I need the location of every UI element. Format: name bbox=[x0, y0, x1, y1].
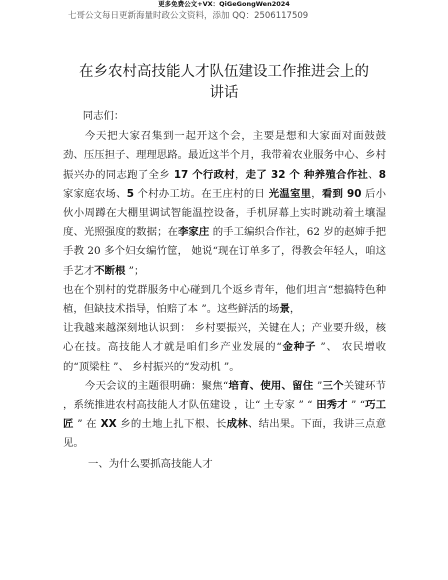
document-body bbox=[63, 107, 386, 474]
p3-text-1: 让我越来越深刻地认识到： 乡村要振兴，关键在人；产业要升级，核心在技。高技能人才就是咱们乡产业发展的“ bbox=[63, 322, 386, 354]
p1-bold-6: 看到 90 bbox=[321, 187, 362, 200]
document-header: 七哥公文每日更新海量时政公文资料，添加 QQ：2506117509 bbox=[68, 11, 309, 21]
title-line-1: 在乡农村高技能人才队伍建设工作推进会上的 bbox=[79, 64, 369, 80]
p4-text-5: ” 在 bbox=[73, 418, 97, 431]
p1-bold-7: 李家庄 bbox=[177, 226, 210, 239]
paragraph-4 bbox=[63, 377, 386, 454]
p4-text-1: 今天会议的主题很明确：聚焦“ bbox=[84, 379, 229, 392]
p4-bold-2: 三个 bbox=[322, 379, 344, 392]
p4-bold-5: XX bbox=[96, 418, 117, 431]
p1-bold-3: 8 bbox=[378, 168, 387, 181]
p3-text-2: ”、 农民增收的“顶梁柱 ”、 乡村振兴的“发动机 ”。 bbox=[63, 341, 387, 373]
p1-bold-4: 5 bbox=[126, 187, 134, 200]
p1-text-1: 今天把大家召集到一起开这个会，主要是想和大家面对面鼓鼓劲、压压担子、理理思路。最近这半个月，我带着农业服务中心、乡村振兴办的同志跑了全乡 bbox=[63, 130, 386, 181]
paragraph-3 bbox=[63, 319, 386, 377]
p1-bold-8: 不断根 bbox=[94, 264, 126, 277]
p4-bold-4: 巧工匠 bbox=[63, 399, 386, 431]
p1-text-3: 、 bbox=[368, 168, 379, 181]
p2-text-1: 也在个别村的党群服务中心碰到几个返乡青年，他们坦言“想搞特色种植，但缺技术指导，怕赔了本 ”。这些鲜活的场 bbox=[63, 283, 386, 316]
p1-text-7: 后小伙小周蹲在大棚里调试智能温控设备，手机屏幕上实时跳动着土壤湿度、光照强度的数据；在 bbox=[63, 187, 387, 239]
p1-bold-1: 17 个行政村 bbox=[169, 168, 235, 181]
document-title bbox=[50, 62, 398, 104]
p4-bold-1: 培育、使用、留住 bbox=[228, 379, 314, 392]
p1-text-2: ， bbox=[234, 168, 246, 181]
p4-text-4: ” “ bbox=[347, 399, 366, 412]
p4-text-7: 、结出果。下面，我讲三点意见。 bbox=[63, 418, 387, 450]
greeting: 同志们： bbox=[82, 110, 125, 122]
p1-text-8: 的手工编织合作社，62 岁的赵婶手把手教 20 多个妇女编竹筐， 她说“现在订单多了，得教会年轻人，咱这手艺才 bbox=[63, 226, 387, 277]
p1-text-9: ”； bbox=[125, 264, 145, 277]
p4-text-2: ” bbox=[313, 379, 323, 392]
p2-text-2: ， bbox=[289, 303, 301, 316]
section-heading-1: 一、为什么要抓高技能人才 bbox=[87, 457, 213, 470]
p2-bold-1: 景 bbox=[279, 303, 290, 316]
p4-text-6: 乡的土地上扎下根、长 bbox=[116, 418, 227, 431]
p4-bold-3: 田秀才 bbox=[312, 399, 348, 412]
p1-text-4: 家家庭农场、 bbox=[63, 187, 127, 200]
top-banner: 更多免费公文+VX：QiGeGongWen2024 bbox=[158, 0, 290, 8]
p1-bold-5: 光温室里 bbox=[264, 187, 312, 200]
p1-text-6: ， bbox=[311, 187, 322, 200]
paragraph-2 bbox=[63, 281, 386, 319]
title-line-2: 讲话 bbox=[209, 85, 239, 101]
p1-text-5: 个村办工坊。在王庄村的日 bbox=[133, 187, 265, 200]
p1-bold-2: 走了 32 个 种养殖合作社 bbox=[245, 168, 369, 181]
p4-bold-6: 成林 bbox=[226, 418, 248, 431]
p3-bold-1: 金种子 bbox=[281, 341, 317, 354]
paragraph-1 bbox=[63, 127, 386, 281]
p4-text-3: 关键环节 ，系统推进农村高技能人才队伍建设 ，让“ 土专家 ” “ bbox=[63, 379, 387, 412]
